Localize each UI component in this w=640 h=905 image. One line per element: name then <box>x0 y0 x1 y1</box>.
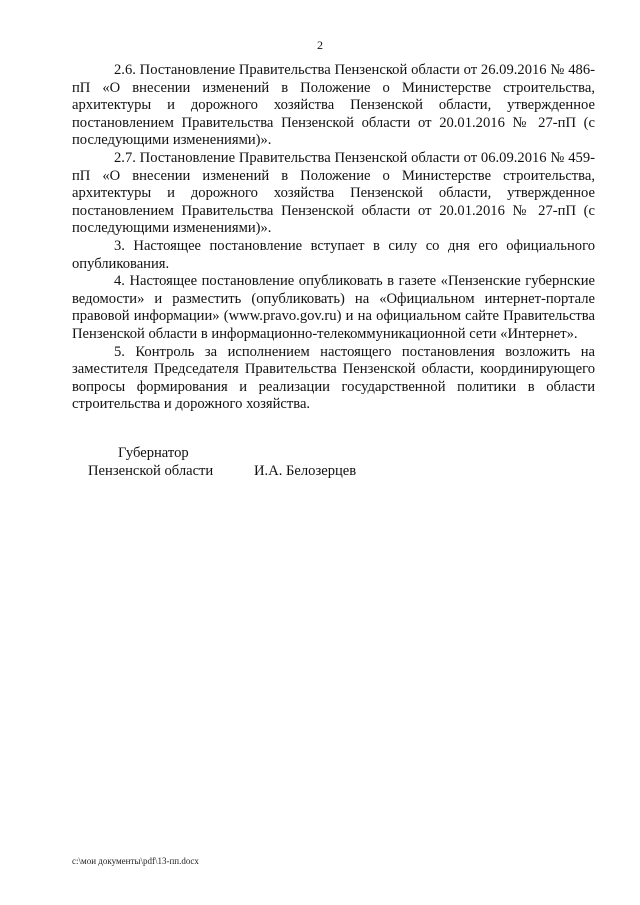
signature-name: И.А. Белозерцев <box>254 463 357 479</box>
paragraph-2-6: 2.6. Постановление Правительства Пензенской области от 26.09.2016 № 486-пП «О внесении изменений в Положение о Министерстве строительства, архитектуры и дорожного хозяйства Пензенской области, утвержденное постановлением Правительства Пензенской области от 20.01.2016 № 27-пП (с последующими изменениями)». <box>72 62 595 149</box>
paragraph-5: 5. Контроль за исполнением настоящего постановления возложить на заместителя Председателя Правительства Пензенской области, координирующего вопросы формирования и реализации государственной политики в области строительства и дорожного хозяйства. <box>72 343 595 413</box>
page-number: 2 <box>317 38 323 52</box>
paragraph-3: 3. Настоящее постановление вступает в силу со дня его официального опубликования. <box>72 237 595 272</box>
footer-file-path: c:\мои документы\pdf\13-пп.docx <box>72 856 199 866</box>
signature-title-line1: Губернатор <box>118 445 189 461</box>
document-body <box>72 62 595 414</box>
paragraph-4: 4. Настоящее постановление опубликовать в газете «Пензенские губернские ведомости» и разместить (опубликовать) на «Официальном интернет-портале правовой информации» (www.pravo.gov.ru) и на официальном сайте Правительства Пензенской области в информационно-телекоммуникационной сети «Интернет». <box>72 273 595 342</box>
paragraph-2-7: 2.7. Постановление Правительства Пензенской области от 06.09.2016 № 459-пП «О внесении изменений в Положение о Министерстве строительства, архитектуры и дорожного хозяйства Пензенской области, утвержденное постановлением Правительства Пензенской области от 20.01.2016 № 27-пП (с последующими изменениями)». <box>72 149 595 237</box>
signature-title-line2: Пензенской области <box>88 463 214 479</box>
